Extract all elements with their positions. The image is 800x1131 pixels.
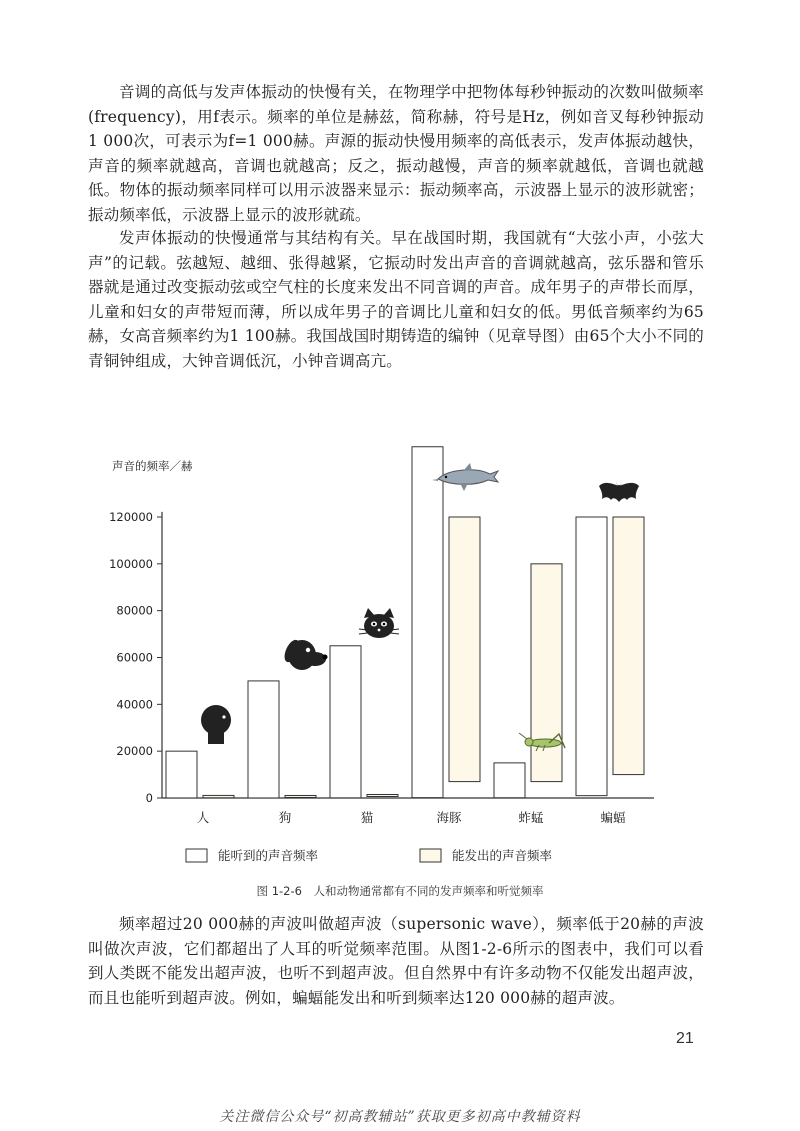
footer-note: 关注微信公众号“初高教辅站”获取更多初高中教辅资料 — [219, 1109, 581, 1125]
legend-swatch-emitting — [420, 849, 441, 862]
category-label: 海豚 — [436, 810, 462, 825]
paragraph-frequency: 音调的高低与发声体振动的快慢有关，在物理学中把物体每秒钟振动的次数叫做频率(frequency)，用f表示。频率的单位是赫兹，简称赫，符号是Hz，例如音叉每秒钟振动1 000次，可表示为f=1 000赫。声源的振动快慢用频率的高低表示，发声体振动越快，声音的频率就越高，音调也就越高；反之，振动越慢，声音的频率就越低，音调也就越低。物体的振动频率同样可以用示波器来显示：振动频率高，示波器上显示的波形就密；振动频率低，示波器上显示的波形就疏。 — [88, 83, 704, 224]
bar-emitting-1 — [285, 795, 316, 797]
y-tick-label: 0 — [145, 791, 153, 805]
legend-swatch-hearing — [186, 849, 207, 862]
bar-emitting-5 — [613, 517, 644, 775]
chart-bars — [166, 447, 644, 798]
bat-icon — [599, 482, 639, 502]
y-axis-label: 声音的频率／赫 — [112, 459, 193, 473]
y-tick-label: 100000 — [109, 556, 153, 571]
bar-emitting-4 — [531, 564, 562, 782]
category-label: 猫 — [360, 810, 374, 825]
y-tick-label: 40000 — [116, 697, 153, 712]
bar-hearing-5 — [576, 517, 607, 796]
bar-emitting-3 — [449, 517, 480, 782]
bar-emitting-0 — [203, 795, 234, 797]
page-number: 21 — [676, 1030, 694, 1047]
chart-legend — [186, 848, 553, 898]
category-label: 狗 — [278, 810, 292, 825]
y-tick-label: 20000 — [116, 744, 153, 759]
bar-hearing-0 — [166, 751, 197, 798]
bar-emitting-2 — [367, 794, 398, 796]
dog-icon — [281, 638, 327, 670]
bar-hearing-1 — [248, 681, 279, 798]
paragraph-structure: 发声体振动的快慢通常与其结构有关。早在战国时期，我国就有“大弦小声，小弦大声”的记载。弦越短、越细、张得越紧，它振动时发出声音的音调就越高，弦乐器和管乐器就是通过改变振动弦或空气柱的长度来发出不同音调的声音。成年男子的声带长而厚，儿童和妇女的声带短而薄，所以成年男子的音调比儿童和妇女的低。男低音频率约为65赫，女高音频率约为1 100赫。我国战国时期铸造的编钟（见章导图）由65个大小不同的青铜钟组成，大钟音调低沉，小钟音调高亢。 — [88, 229, 704, 370]
person-icon — [201, 705, 231, 744]
y-tick-label: 80000 — [116, 603, 153, 618]
category-label: 人 — [196, 810, 210, 825]
bar-hearing-2 — [330, 646, 361, 798]
figure-caption: 图 1-2-6 人和动物通常都有不同的发声频率和听觉频率 — [256, 884, 544, 898]
bar-hearing-4 — [494, 763, 525, 798]
legend-label-hearing: 能听到的声音频率 — [218, 848, 319, 863]
legend-label-emitting: 能发出的声音频率 — [452, 848, 553, 863]
cat-icon — [359, 608, 399, 638]
y-tick-label: 60000 — [116, 650, 153, 665]
category-label: 蚱蜢 — [518, 810, 544, 825]
paragraph-ultrasonic: 频率超过20 000赫的声波叫做超声波（supersonic wave），频率低于20赫的声波叫做次声波，它们都超出了人耳的听觉频率范围。从图1-2-6所示的图表中，我们可以看到人类既不能发出超声波，也听不到超声波。但自然界中有许多动物不仅能发出超声波，而且也能听到超声波。例如，蝙蝠能发出和听到频率达120 000赫的超声波。 — [88, 915, 704, 1007]
category-label: 蝙蝠 — [600, 810, 626, 825]
y-tick-label: 120000 — [109, 510, 153, 524]
bar-hearing-3 — [412, 447, 443, 798]
